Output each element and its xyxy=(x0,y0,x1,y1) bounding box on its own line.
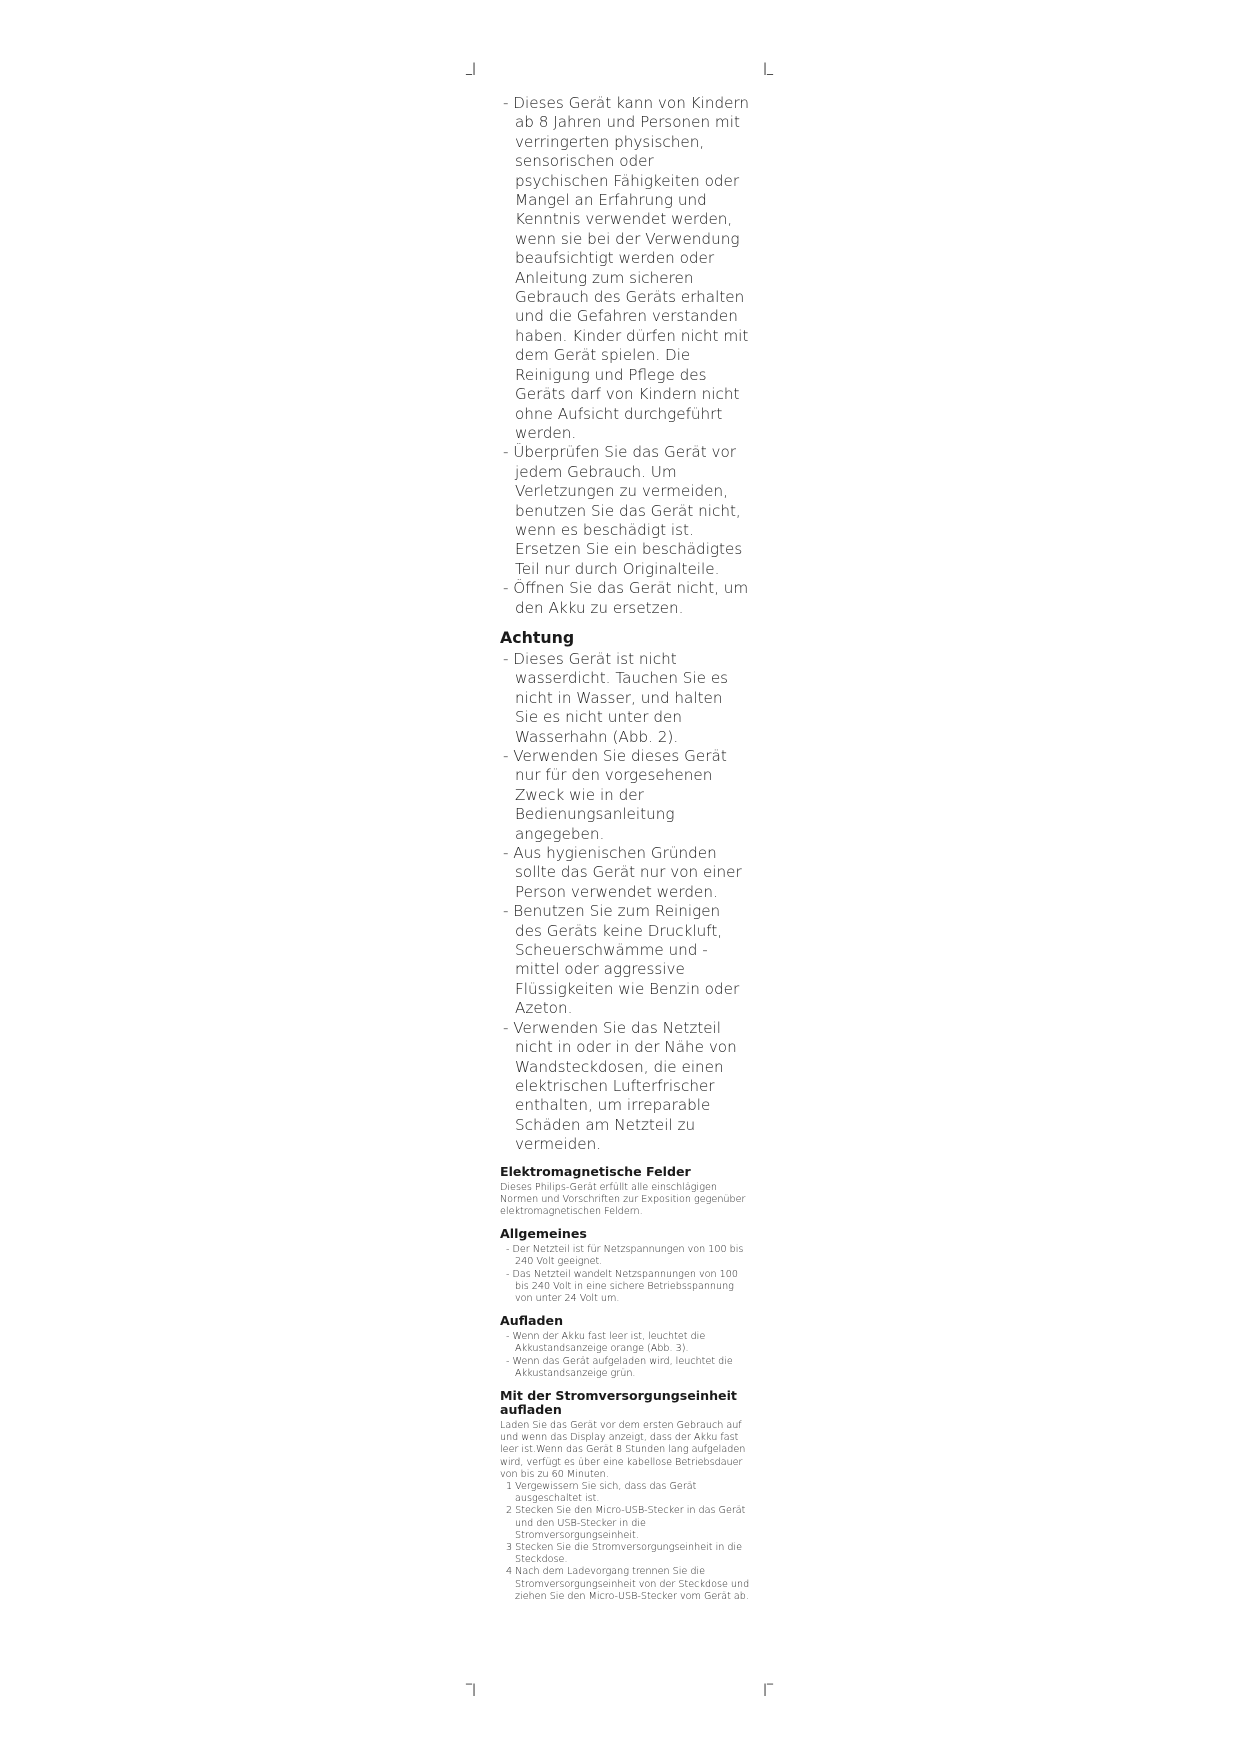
aufladen-list xyxy=(500,1331,750,1380)
safety-intro-list xyxy=(500,94,750,618)
stromversorgung-section xyxy=(500,1389,750,1603)
crop-mark-bottom-right: |‾ xyxy=(763,1682,774,1696)
list-item: - Verwenden Sie das Netzteil nicht in oder in der Nähe von Wandsteckdosen, die einen elektrischen Lufterfrischer enthalten, um irreparable Schäden am Netzteil zu vermeiden. xyxy=(503,1018,737,1154)
list-item: - Dieses Gerät ist nicht wasserdicht. Tauchen Sie es nicht in Wasser, und halten Sie es nicht unter den Wasserhahn (Abb. 2). xyxy=(503,649,729,746)
list-item: - Dieses Gerät kann von Kindern ab 8 Jahren und Personen mit verringerten physischen, sensorischen oder psychischen Fähigkeiten oder Mangel an Erfahrung und Kenntnis verwendet werden, wenn sie bei der Verwendung beaufsichtigt werden oder Anleitung zum sicheren Gebrauch des Geräts erhalten und die Gefahren verstanden haben. Kinder dürfen nicht mit dem Gerät spielen. Die Reinigung und Pflege des Geräts darf von Kindern nicht ohne Aufsicht durchgeführt werden. xyxy=(503,94,750,442)
manual-column xyxy=(500,94,750,1603)
allgemeines-section xyxy=(500,1227,750,1305)
list-item: 1 Vergewissern Sie sich, dass das Gerät ausgeschaltet ist. xyxy=(506,1480,697,1505)
safety-intro-section xyxy=(500,94,750,618)
list-item: - Öffnen Sie das Gerät nicht, um den Akku zu ersetzen. xyxy=(503,579,749,617)
crop-mark-bottom-left: ‾| xyxy=(466,1682,477,1696)
list-item: - Der Netzteil ist für Netzspannungen von 100 bis 240 Volt geeignet. xyxy=(506,1244,744,1268)
list-item: - Verwenden Sie dieses Gerät nur für den vorgesehenen Zweck wie in der Bedienungsanleitung angegeben. xyxy=(503,747,727,843)
aufladen-heading: Aufladen xyxy=(500,1313,564,1329)
list-item: 4 Nach dem Ladevorgang trennen Sie die Stromversorgungseinheit von der Steckdose und ziehen Sie den Micro-USB-Stecker vom Gerät ab. xyxy=(506,1566,750,1602)
list-item: - Wenn der Akku fast leer ist, leuchtet die Akkustandsanzeige orange (Abb. 3). xyxy=(506,1331,706,1355)
list-item: 3 Stecken Sie die Stromversorgungseinheit in die Steckdose. xyxy=(506,1542,743,1566)
stromversorgung-heading: Mit der Stromversorgungseinheit aufladen xyxy=(500,1387,737,1417)
achtung-section xyxy=(500,628,750,1155)
emf-section xyxy=(500,1165,750,1219)
achtung-heading: Achtung xyxy=(500,627,575,647)
crop-mark-top-right: |_ xyxy=(763,61,774,75)
emf-text: Dieses Philips-Gerät erfüllt alle einschlägigen Normen und Vorschriften zur Exposition gegenüber elektromagnetischen Feldern. xyxy=(500,1181,746,1217)
list-item: - Das Netzteil wandelt Netzspannungen von 100 bis 240 Volt in eine sichere Betriebsspannung von unter 24 Volt um. xyxy=(506,1268,738,1304)
list-item: - Wenn das Gerät aufgeladen wird, leuchtet die Akkustandsanzeige grün. xyxy=(506,1355,733,1379)
stromversorgung-intro: Laden Sie das Gerät vor dem ersten Gebrauch auf und wenn das Display anzeigt, dass der Akku fast leer ist.Wenn das Gerät 8 Stunden lang aufgeladen wird, verfügt es über eine kabellose Betriebsdauer von bis zu 60 Minuten. xyxy=(500,1419,746,1480)
achtung-list xyxy=(500,650,750,1155)
list-item: - Überprüfen Sie das Gerät vor jedem Gebrauch. Um Verletzungen zu vermeiden, benutzen Sie das Gerät nicht, wenn es beschädigt ist. Ersetzen Sie ein beschädigtes Teil nur durch Originalteile. xyxy=(503,443,743,578)
emf-heading: Elektromagnetische Felder xyxy=(500,1163,691,1179)
allgemeines-heading: Allgemeines xyxy=(500,1226,587,1242)
crop-mark-top-left: _| xyxy=(466,61,477,75)
aufladen-section xyxy=(500,1314,750,1380)
stromversorgung-steps xyxy=(500,1481,750,1603)
list-item: 2 Stecken Sie den Micro-USB-Stecker in das Gerät und den USB-Stecker in die Stromversorgungseinheit. xyxy=(506,1505,746,1541)
list-item: - Aus hygienischen Gründen sollte das Gerät nur von einer Person verwendet werden. xyxy=(503,844,742,901)
allgemeines-list xyxy=(500,1244,750,1305)
list-item: - Benutzen Sie zum Reinigen des Geräts keine Druckluft, Scheuerschwämme und -mittel oder aggressive Flüssigkeiten wie Benzin oder Azeton. xyxy=(503,902,740,1018)
